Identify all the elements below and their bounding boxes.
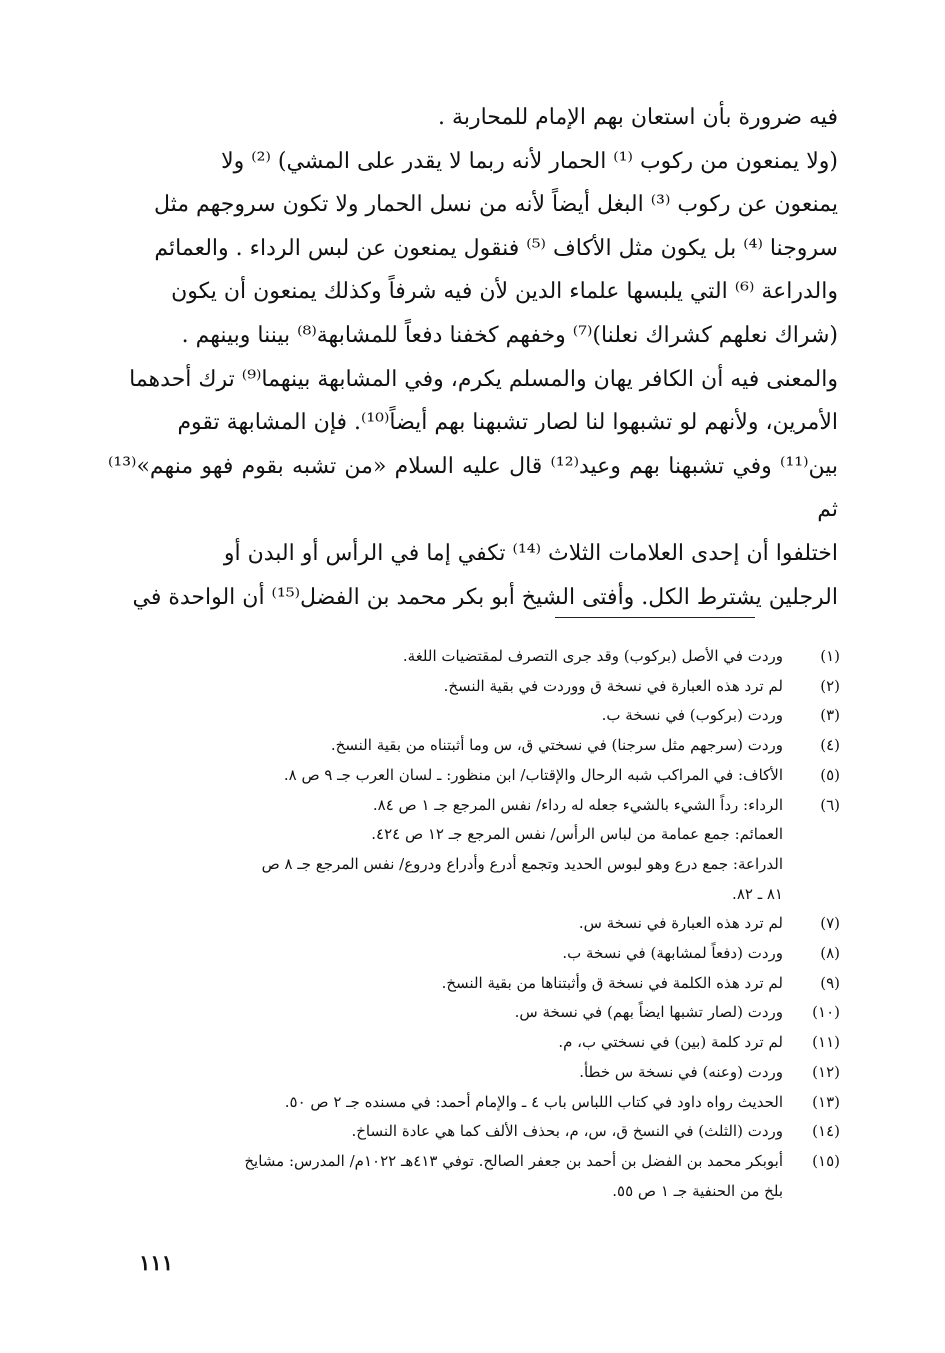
footnote-line: وردت (دفعاً لمشابهة) في نسخة ب.: [562, 944, 783, 963]
footnote-line: الرداء: رداً الشيء بالشيء جعله له رداء/ نفس المرجع جـ ١ ص ٨٤.: [372, 795, 783, 814]
footnote-number: (١٣): [812, 1092, 840, 1111]
footnote-item: [130, 791, 840, 910]
footnote-number: (٧): [820, 914, 840, 933]
footnote-number: (١): [820, 647, 840, 665]
footnote-number: (٥): [820, 765, 840, 784]
footnote-item: [130, 1117, 840, 1147]
footnote-text: [130, 761, 783, 791]
main-text-line: (شراك نعلهم كشراك نعلنا)⁽⁷⁾ وخفهم كخفنا دفعاً للمشابهة⁽⁸⁾ بيننا وبينهم .: [181, 322, 838, 348]
main-text-line: سروجنا ⁽⁴⁾ بل يكون مثل الأكاف ⁽⁵⁾ فنقول يمنعون عن لبس الرداء . والعمائم: [154, 235, 838, 261]
footnote-line: العمائم: جمع عمامة من لباس الرأس/ نفس المرجع جـ ١٢ ص ٤٢٤.: [371, 825, 783, 844]
footnote-text: [130, 1088, 783, 1118]
footnote-text: [130, 791, 783, 910]
main-text-line: الرجلين يشترط الكل. وأفتى الشيخ أبو بكر محمد بن الفضل⁽¹⁵⁾ أن الواحدة في: [132, 584, 838, 610]
main-text-line: والدراعة ⁽⁶⁾ التي يلبسها علماء الدين لأن فيه شرفاً وكذلك يمنعون أن يكون: [171, 279, 838, 305]
footnote-item: [130, 731, 840, 761]
footnote-number: (٦): [820, 795, 840, 814]
footnote-text: [130, 1028, 783, 1058]
footnote-text: [130, 909, 783, 939]
footnotes-block: [130, 642, 840, 1206]
footnote-text: [130, 1058, 783, 1088]
main-text-line: فيه ضرورة بأن استعان بهم الإمام للمحاربة .: [438, 105, 838, 130]
footnote-item: [130, 1058, 840, 1088]
footnote-line: وردت (لصار تشبها ايضاً بهم) في نسخة س.: [514, 1003, 783, 1022]
footnote-number: (١٥): [812, 1151, 840, 1170]
page-number: ١١١: [139, 1250, 173, 1275]
footnote-line: الدراعة: جمع درع وهو لبوس الحديد وتجمع أدرع وأدراع ودروع/ نفس المرجع جـ ٨ ص: [261, 854, 783, 873]
main-text-line: والمعنى فيه أن الكافر يهان والمسلم يكرم، وفي المشابهة بينهما⁽⁹⁾ ترك أحدهما: [129, 366, 838, 392]
main-text-block: [108, 96, 838, 619]
footnote-line: لم ترد هذه العبارة في نسخة س.: [578, 914, 783, 933]
footnote-line: لم ترد كلمة (بين) في نسختي ب، م.: [558, 1033, 783, 1052]
footnote-line: وردت (الثلث) في النسخ ق، س، م، بحذف الألف كما هي عادة النساخ.: [351, 1122, 783, 1141]
footnote-item: [130, 1088, 840, 1118]
footnote-text: [130, 998, 783, 1028]
footnote-item: [130, 969, 840, 999]
footnote-line: وردت (بركوب) في نسخة ب.: [601, 706, 783, 725]
footnote-number: (٢): [820, 676, 840, 695]
footnote-line: ٨١ ـ ٨٢.: [732, 884, 783, 903]
footnote-line: وردت (وعنه) في نسخة س خطأ.: [579, 1062, 783, 1081]
footnote-item: [130, 939, 840, 969]
footnote-line: أبوبكر محمد بن الفضل بن أحمد بن جعفر الصالح. توفي ٤١٣هـ ١٠٢٢م/ المدرس: مشايخ: [244, 1151, 783, 1170]
footnote-text: [130, 939, 783, 969]
footnote-item: [130, 909, 840, 939]
footnote-line: الأكاف: في المراكب شبه الرحال والإقتاب/ ابن منظور: ـ لسان العرب جـ ٩ ص ٨.: [283, 765, 783, 784]
footnote-number: (١٢): [812, 1062, 840, 1081]
main-text-line: بين⁽¹¹⁾ وفي تشبهنا بهم وعيد⁽¹²⁾ قال عليه السلام «من تشبه بقوم فهو منهم»⁽¹³⁾ ثم: [108, 453, 838, 523]
footnote-text: [130, 701, 783, 731]
footnote-line: وردت (سرجهم مثل سرجنا) في نسختي ق، س وما أثبتناه من بقية النسخ.: [330, 736, 783, 755]
footnote-number: (٤): [820, 736, 840, 755]
main-text-line: (ولا يمنعون من ركوب ⁽¹⁾ الحمار لأنه ربما لا يقدر على المشي) ⁽²⁾ ولا: [221, 148, 838, 174]
footnote-item: [130, 998, 840, 1028]
footnote-item: [130, 761, 840, 791]
footnote-divider: [555, 617, 755, 618]
footnote-line: الحديث رواه داود في كتاب اللباس باب ٤ ـ والإمام أحمد: في مسنده جـ ٢ ص ٥٠.: [284, 1092, 783, 1111]
main-text-line: اختلفوا أن إحدى العلامات الثلاث ⁽¹⁴⁾ تكفي إما في الرأس أو البدن أو: [223, 540, 838, 566]
footnote-item: [130, 642, 840, 672]
footnote-text: [130, 731, 783, 761]
footnote-item: [130, 701, 840, 731]
footnote-text: [130, 1117, 783, 1147]
footnote-number: (٨): [820, 944, 840, 963]
footnote-number: (١٠): [812, 1003, 840, 1022]
footnote-number: (١٤): [812, 1122, 840, 1141]
footnote-number: (٩): [820, 973, 840, 992]
main-text-line: الأمرين، ولأنهم لو تشبهوا لنا لصار تشبهنا بهم أيضاً⁽¹⁰⁾. فإن المشابهة تقوم: [177, 410, 838, 436]
footnote-text: [130, 642, 783, 672]
footnote-line: وردت في الأصل (بركوب) وقد جرى التصرف لمقتضيات اللغة.: [402, 647, 783, 665]
footnote-text: [130, 969, 783, 999]
footnote-line: لم ترد هذه الكلمة في نسخة ق وأثبتناها من بقية النسخ.: [441, 973, 783, 992]
footnote-item: [130, 1147, 840, 1206]
footnote-number: (٣): [820, 706, 840, 725]
footnote-text: [130, 672, 783, 702]
footnote-item: [130, 1028, 840, 1058]
footnote-line: بلخ من الحنفية جـ ١ ص ٥٥.: [612, 1181, 783, 1200]
footnote-text: [130, 1147, 783, 1206]
footnote-item: [130, 672, 840, 702]
main-text-line: يمنعون عن ركوب ⁽³⁾ البغل أيضاً لأنه من نسل الحمار ولا تكون سروجهم مثل: [153, 192, 838, 218]
footnote-number: (١١): [812, 1033, 840, 1052]
footnote-line: لم ترد هذه العبارة في نسخة ق ووردت في بقية النسخ.: [443, 676, 783, 695]
